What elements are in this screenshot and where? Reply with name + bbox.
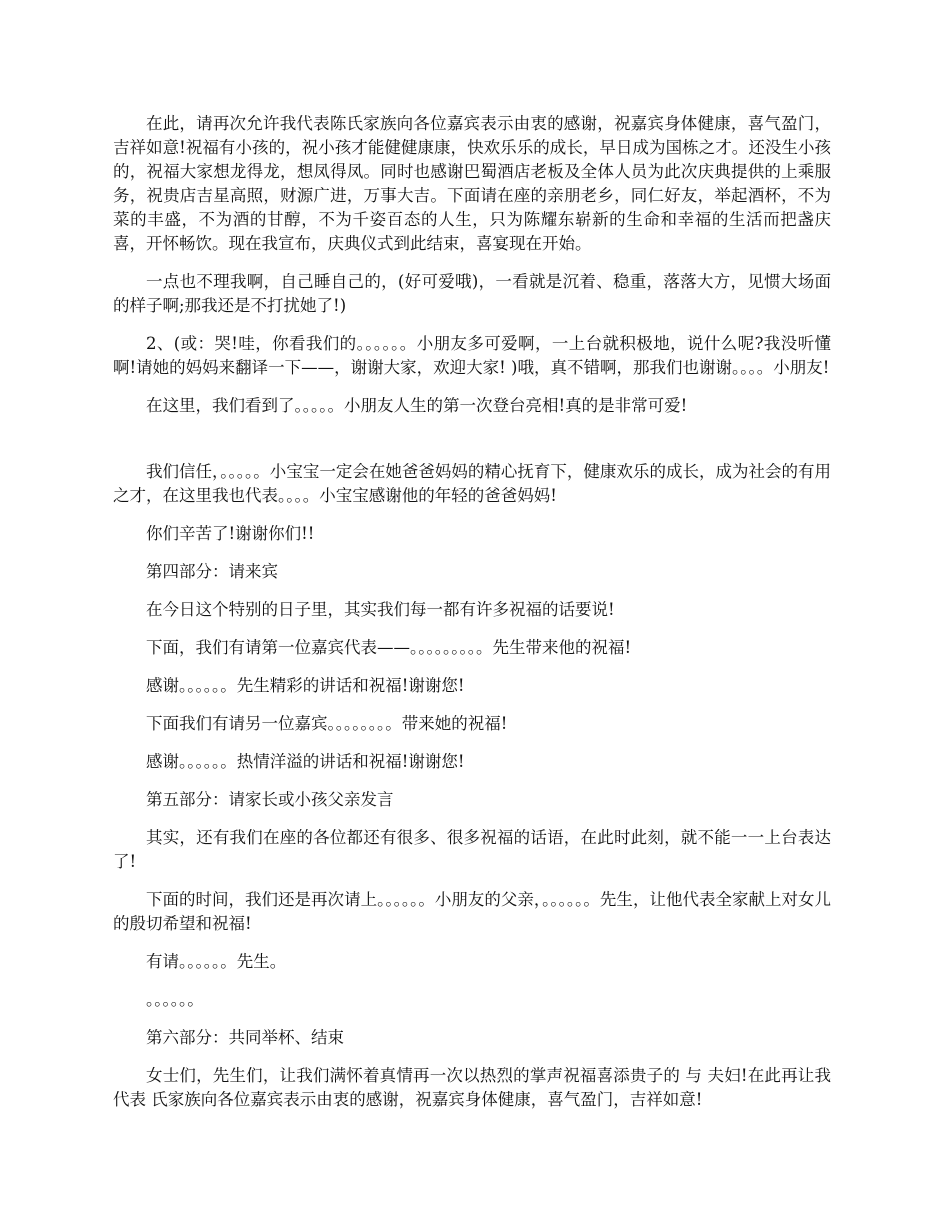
- paragraph-first-debut: 在这里，我们看到了。。。。。小朋友人生的第一次登台亮相!真的是非常可爱!: [146, 396, 688, 415]
- paragraph-thanks-second-guest: 感谢。。。。。。热情洋溢的讲话和祝福!谢谢您!: [146, 752, 465, 771]
- paragraph-first-guest: 下面，我们有请第一位嘉宾代表——。。。。。。。。。先生带来他的祝福!: [146, 638, 632, 657]
- paragraph-thanks-parents: 你们辛苦了!谢谢你们!!: [146, 524, 315, 543]
- paragraph-closing-thanks: 在此，请再次允许我代表陈氏家族向各位嘉宾表示由衷的感谢，祝嘉宾身体健康，喜气盈门，吉祥如意!祝福有小孩的，祝小孩才能健健康康，快欢乐乐的成长，早日成为国栋之才。还没生小孩的，祝福大家想龙得龙，想凤得凤。同时也感谢巴蜀酒店老板及全体人员为此次庆典提供的上乘服务，祝贵店吉星高照，财源广进，万事大吉。下面请在座的亲朋老乡，同仁好友，举起酒杯，不为菜的丰盛，不为酒的甘醇，不为千姿百态的人生，只为陈耀东崭新的生命和幸福的生活而把盏庆喜，开怀畅饮。现在我宣布，庆典仪式到此结束，喜宴现在开始。: [113, 114, 831, 253]
- paragraph-baby-crying: 2、(或：哭!哇，你看我们的。。。。。。小朋友多可爱啊，一上台就积极地，说什么呢?我没听懂啊!请她的妈妈来翻译一下——，谢谢大家，欢迎大家! )哦，真不错啊，那我们也谢谢。。。。小朋友!: [113, 334, 831, 377]
- paragraph-many-blessings: 其实，还有我们在座的各位都还有很多、很多祝福的话语，在此时此刻，就不能一一上台表达了!: [113, 828, 831, 871]
- paragraph-special-day: 在今日这个特别的日子里，其实我们每一都有许多祝福的话要说!: [146, 600, 615, 619]
- paragraph-ellipsis: 。。。。。。: [146, 990, 204, 1009]
- paragraph-invite-father: 下面的时间，我们还是再次请上。。。。。。小朋友的父亲，。。。。。。先生，让他代表全家献上对女儿的殷切希望和祝福!: [113, 890, 831, 933]
- document-body: [113, 112, 831, 1126]
- paragraph-second-guest: 下面我们有请另一位嘉宾。。。。。。。。带来她的祝福!: [146, 714, 508, 733]
- paragraph-trust: 我们信任，。。。。。小宝宝一定会在她爸爸妈妈的精心抚育下，健康欢乐的成长，成为社会的有用之才，在这里我也代表。。。。小宝宝感谢他的年轻的爸爸妈妈!: [113, 462, 831, 505]
- section-heading-part-five: 第五部分：请家长或小孩父亲发言: [146, 790, 394, 809]
- paragraph-thanks-first-guest: 感谢。。。。。。先生精彩的讲话和祝福!谢谢您!: [146, 676, 465, 695]
- section-heading-part-six: 第六部分：共同举杯、结束: [146, 1028, 344, 1047]
- paragraph-baby-sleeping: 一点也不理我啊，自己睡自己的，(好可爱哦)，一看就是沉着、稳重，落落大方，见惯大场面的样子啊;那我还是不打扰她了!): [113, 272, 831, 315]
- paragraph-please-speak: 有请。。。。。。先生。: [146, 952, 287, 971]
- paragraph-final-toast: 女士们，先生们，让我们满怀着真情再一次以热烈的掌声祝福喜添贵子的 与 夫妇!在此再让我代表 氏家族向各位嘉宾表示由衷的感谢，祝嘉宾身体健康，喜气盈门，吉祥如意!: [113, 1066, 831, 1109]
- section-heading-part-four: 第四部分：请来宾: [146, 562, 278, 581]
